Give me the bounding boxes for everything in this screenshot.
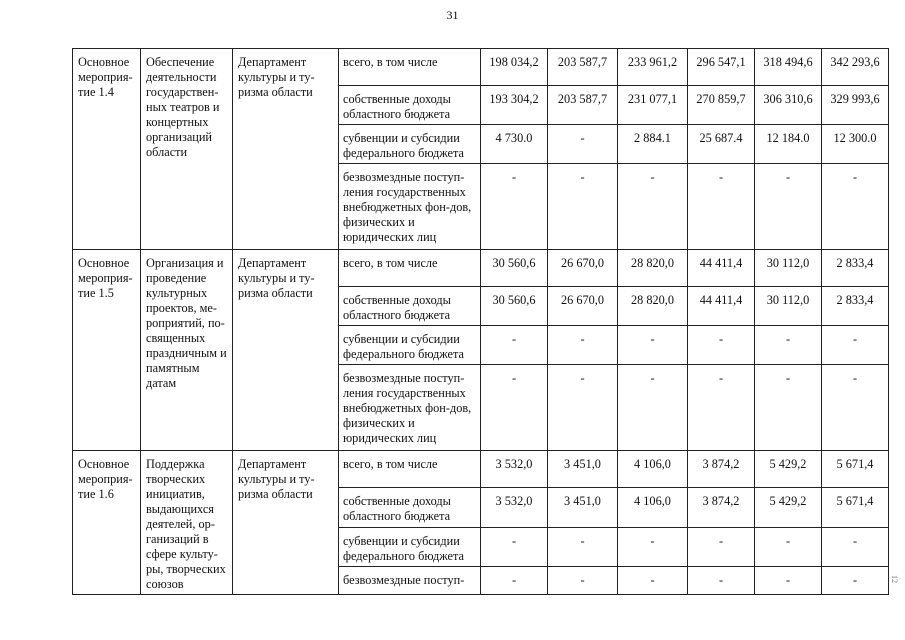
amount-cell: - [688, 566, 755, 594]
amount-cell: - [755, 527, 822, 566]
amount-cell: - [755, 365, 822, 451]
funding-source-cell: собственные доходы областного бюджета [339, 488, 481, 527]
funding-source-cell: собственные доходы областного бюджета [339, 86, 481, 125]
amount-cell: 44 411,4 [688, 287, 755, 326]
amount-cell: 3 532,0 [481, 488, 548, 527]
amount-cell: - [618, 164, 688, 250]
amount-cell: 193 304,2 [481, 86, 548, 125]
amount-cell: 270 859,7 [688, 86, 755, 125]
amount-cell: - [618, 365, 688, 451]
amount-cell: 3 451,0 [548, 488, 618, 527]
amount-cell: - [755, 164, 822, 250]
funding-source-cell: собственные доходы областного бюджета [339, 287, 481, 326]
amount-cell: - [548, 326, 618, 365]
description-cell: Поддержка творческих инициатив, выдающихся деятелей, ор-ганизаций в сфере культу-ры, творческих союзов [141, 451, 233, 595]
amount-cell: - [822, 566, 889, 594]
amount-cell: 231 077,1 [618, 86, 688, 125]
amount-cell: - [481, 326, 548, 365]
table-row [73, 451, 889, 488]
executor-cell: Департамент культуры и ту-ризма области [233, 49, 339, 250]
amount-cell: 30 112,0 [755, 250, 822, 287]
amount-cell: 198 034,2 [481, 49, 548, 86]
amount-cell: 26 670,0 [548, 287, 618, 326]
amount-cell: 3 532,0 [481, 451, 548, 488]
funding-source-cell: субвенции и субсидии федерального бюджета [339, 125, 481, 164]
amount-cell: 329 993,6 [822, 86, 889, 125]
amount-cell: - [548, 164, 618, 250]
amount-cell: - [548, 527, 618, 566]
funding-source-cell: всего, в том числе [339, 250, 481, 287]
amount-cell: 26 670,0 [548, 250, 618, 287]
amount-cell: - [755, 566, 822, 594]
amount-cell: - [481, 566, 548, 594]
amount-cell: - [481, 164, 548, 250]
amount-cell: 4 730.0 [481, 125, 548, 164]
amount-cell: - [548, 566, 618, 594]
amount-cell: - [822, 527, 889, 566]
table-row [73, 49, 889, 86]
amount-cell: 5 429,2 [755, 488, 822, 527]
amount-cell: 30 560,6 [481, 287, 548, 326]
funding-source-cell: субвенции и субсидии федерального бюджета [339, 527, 481, 566]
amount-cell: - [481, 527, 548, 566]
executor-cell: Департамент культуры и ту-ризма области [233, 250, 339, 451]
amount-cell: - [822, 164, 889, 250]
description-cell: Обеспечение деятельности государствен-ных театров и концертных организаций области [141, 49, 233, 250]
amount-cell: - [688, 527, 755, 566]
amount-cell: 306 310,6 [755, 86, 822, 125]
amount-cell: - [755, 326, 822, 365]
amount-cell: 30 560,6 [481, 250, 548, 287]
amount-cell: 44 411,4 [688, 250, 755, 287]
event-cell: Основное мероприя-тие 1.5 [73, 250, 141, 451]
funding-source-cell: всего, в том числе [339, 49, 481, 86]
amount-cell: - [618, 326, 688, 365]
executor-cell: Департамент культуры и ту-ризма области [233, 451, 339, 595]
amount-cell: 5 429,2 [755, 451, 822, 488]
event-cell: Основное мероприя-тие 1.4 [73, 49, 141, 250]
funding-source-cell: безвозмездные поступ-ления государственных внебюджетных фон-дов, физических и юридических лиц [339, 164, 481, 250]
amount-cell: 2 884.1 [618, 125, 688, 164]
amount-cell: 3 874,2 [688, 488, 755, 527]
amount-cell: 4 106,0 [618, 488, 688, 527]
amount-cell: 12 300.0 [822, 125, 889, 164]
amount-cell: - [481, 365, 548, 451]
amount-cell: 3 874,2 [688, 451, 755, 488]
amount-cell: 2 833,4 [822, 287, 889, 326]
amount-cell: 5 671,4 [822, 488, 889, 527]
amount-cell: 4 106,0 [618, 451, 688, 488]
amount-cell: - [822, 365, 889, 451]
amount-cell: 25 687.4 [688, 125, 755, 164]
amount-cell: 3 451,0 [548, 451, 618, 488]
side-mark: 12 [890, 575, 899, 583]
funding-source-cell: всего, в том числе [339, 451, 481, 488]
budget-table [72, 48, 889, 595]
amount-cell: 233 961,2 [618, 49, 688, 86]
amount-cell: - [688, 326, 755, 365]
amount-cell: - [548, 125, 618, 164]
amount-cell: - [688, 365, 755, 451]
description-cell: Организация и проведение культурных проектов, ме-роприятий, по-священных праздничным и памятным датам [141, 250, 233, 451]
page-number: 31 [446, 8, 459, 22]
amount-cell: 2 833,4 [822, 250, 889, 287]
amount-cell: - [618, 566, 688, 594]
table-row [73, 250, 889, 287]
amount-cell: - [618, 527, 688, 566]
amount-cell: 203 587,7 [548, 49, 618, 86]
amount-cell: 5 671,4 [822, 451, 889, 488]
amount-cell: - [548, 365, 618, 451]
amount-cell: 203 587,7 [548, 86, 618, 125]
amount-cell: 28 820,0 [618, 250, 688, 287]
funding-source-cell: безвозмездные поступ- [339, 566, 481, 594]
funding-source-cell: субвенции и субсидии федерального бюджета [339, 326, 481, 365]
amount-cell: - [822, 326, 889, 365]
amount-cell: 30 112,0 [755, 287, 822, 326]
amount-cell: 12 184.0 [755, 125, 822, 164]
event-cell: Основное мероприя-тие 1.6 [73, 451, 141, 595]
amount-cell: 28 820,0 [618, 287, 688, 326]
amount-cell: - [688, 164, 755, 250]
amount-cell: 296 547,1 [688, 49, 755, 86]
funding-source-cell: безвозмездные поступ-ления государственных внебюджетных фон-дов, физических и юридических лиц [339, 365, 481, 451]
amount-cell: 318 494,6 [755, 49, 822, 86]
amount-cell: 342 293,6 [822, 49, 889, 86]
